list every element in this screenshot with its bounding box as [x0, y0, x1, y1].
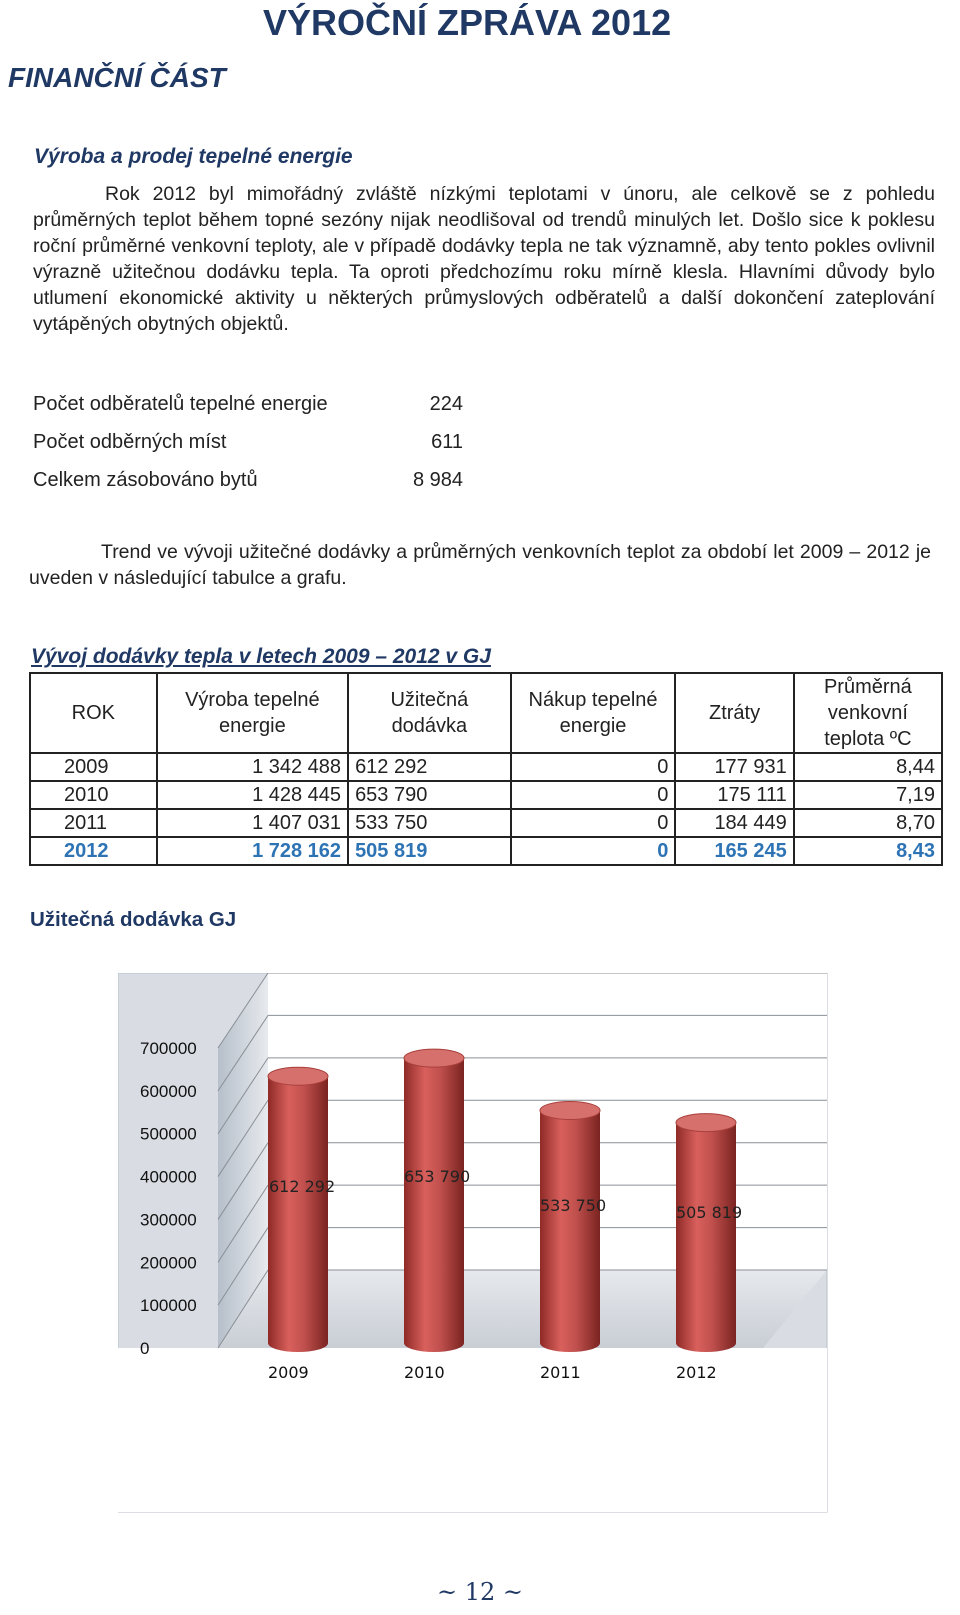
- report-title: VÝROČNÍ ZPRÁVA 2012: [263, 2, 672, 43]
- y-tick-label: 0: [140, 1339, 150, 1358]
- table-header-row: [30, 673, 942, 753]
- y-tick-label: 700000: [140, 1039, 197, 1058]
- section-title: FINANČNÍ ČÁST: [8, 62, 226, 93]
- header-purchase: Nákup tepelné energie: [511, 673, 676, 753]
- x-tick-label: 2009: [268, 1363, 309, 1382]
- trend-paragraph: Trend ve vývoji užitečné dodávky a průměrných venkovních teplot za období let 2009 – 2012 je uveden v následující tabulce a grafu.: [29, 541, 931, 589]
- stat-flats: Celkem zásobováno bytů 8 984: [33, 469, 463, 491]
- table-row: 2011 1 407 031 533 750 0 184 449 8,70: [30, 809, 942, 837]
- heat-supply-table: [29, 672, 943, 866]
- header-production: Výroba tepelné energie: [157, 673, 348, 753]
- chart-bottom-area: [118, 1348, 827, 1512]
- useful-supply-chart: [118, 973, 828, 1513]
- x-tick-label: 2012: [676, 1363, 717, 1382]
- bar-body: [540, 1110, 600, 1352]
- bar-top: [540, 1101, 600, 1119]
- bar-body: [676, 1123, 736, 1352]
- y-tick-label: 500000: [140, 1124, 197, 1144]
- chart-bar: [404, 1049, 464, 1352]
- table-row: 2010 1 428 445 653 790 0 175 111 7,19: [30, 781, 942, 809]
- y-tick-label: 300000: [140, 1210, 197, 1230]
- stat-customers: Počet odběratelů tepelné energie 224: [33, 393, 463, 415]
- bar-body: [404, 1058, 464, 1352]
- header-useful-supply: Užitečná dodávka: [348, 673, 511, 753]
- production-paragraph: Rok 2012 byl mimořádný zvláště nízkými teplotami v únoru, ale celkově se z pohledu průměrných teplot během topné sezóny nijak neodlišoval od trendů minulých let. Došlo sice k poklesu roční průměrné venkovní teploty, ale v případě dodávky tepla ne tak významně, aby tento pokles ovlivnil výrazně užitečnou dodávku tepla. Ta oproti předchozímu roku mírně klesla. Hlavními důvody bylo utlumení ekonomické aktivity u některých průmyslových odběratelů a další dokončení zateplování vytápěných obytných objektů.: [33, 183, 935, 335]
- data-label: 505 819: [676, 1203, 743, 1222]
- stats-list: [33, 393, 463, 507]
- page-number: ~ 12 ~: [436, 1578, 523, 1606]
- header-avg-temp: Průměrná venkovní teplota ºC: [794, 673, 942, 753]
- y-tick-label: 100000: [140, 1296, 197, 1316]
- stat-supply-points: Počet odběrných míst 611: [33, 431, 463, 453]
- x-tick-label: 2011: [540, 1363, 581, 1382]
- data-label: 612 292: [269, 1177, 336, 1196]
- data-label: 653 790: [404, 1167, 471, 1186]
- chart-bar: [676, 1114, 736, 1352]
- chart-bar: [268, 1067, 328, 1352]
- chart-bar: [540, 1101, 600, 1352]
- table-row-highlight: 2012 1 728 162 505 819 0 165 245 8,43: [30, 837, 942, 865]
- header-losses: Ztráty: [675, 673, 793, 753]
- chart-title: Užitečná dodávka GJ: [30, 908, 237, 931]
- bar-top: [404, 1049, 464, 1067]
- x-tick-label: 2010: [404, 1363, 445, 1382]
- data-label: 533 750: [540, 1196, 607, 1215]
- y-tick-label: 200000: [140, 1253, 197, 1273]
- production-heading: Výroba a prodej tepelné energie: [34, 145, 353, 168]
- y-tick-label: 600000: [140, 1081, 197, 1101]
- table-title: Vývoj dodávky tepla v letech 2009 – 2012 v GJ: [31, 645, 491, 668]
- y-tick-label: 400000: [140, 1167, 197, 1187]
- header-year: ROK: [30, 673, 157, 753]
- bar-body: [268, 1076, 328, 1352]
- bar-top: [268, 1067, 328, 1085]
- table-row: 2009 1 342 488 612 292 0 177 931 8,44: [30, 753, 942, 781]
- bar-top: [676, 1114, 736, 1132]
